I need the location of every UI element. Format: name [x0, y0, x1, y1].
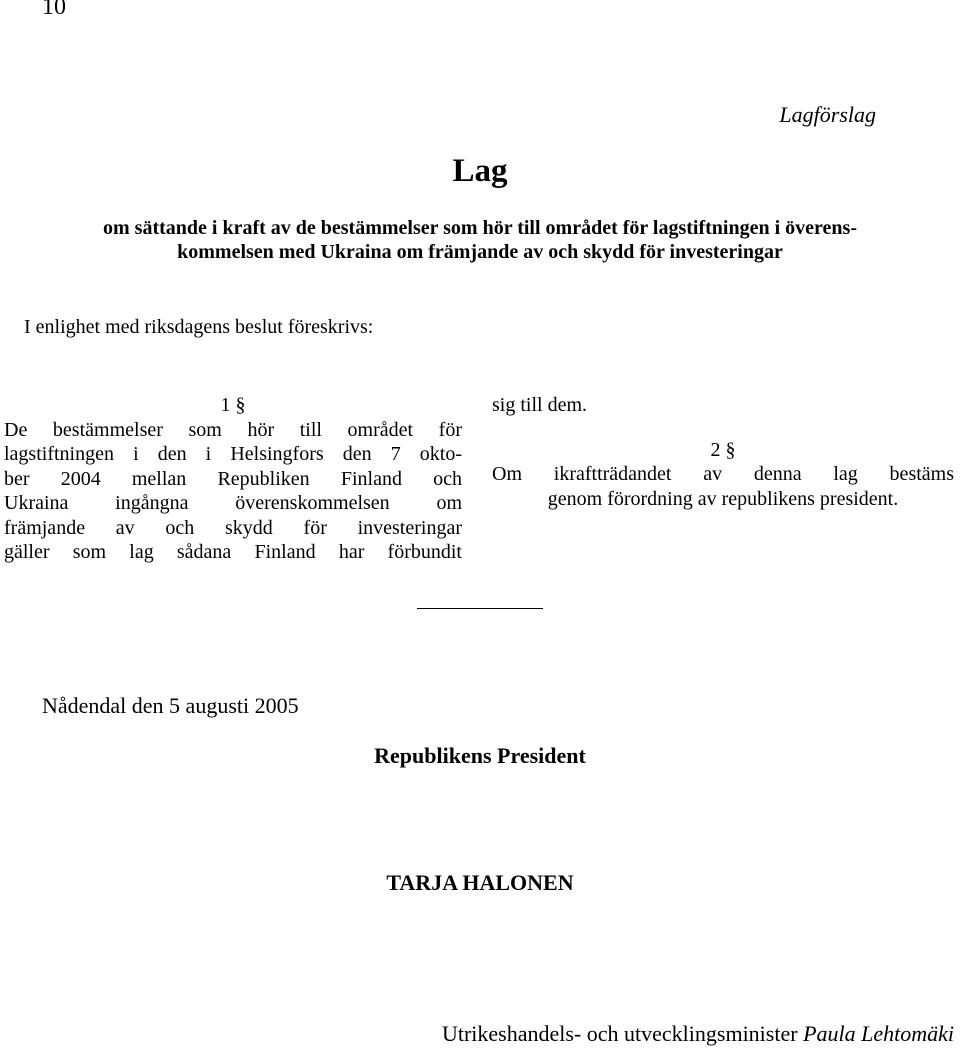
signatory-title: Republikens President — [374, 743, 586, 768]
subtitle-line-1: om sättande i kraft av de bestämmelser som hör till området för lagstiftningen i överens- — [103, 217, 857, 239]
preamble: I enlighet med riksdagens beslut föreskrivs: — [24, 316, 374, 338]
section-1-line: lagstiftningen i den i Helsingfors den 7 okto- — [4, 443, 462, 465]
section-1-continuation: sig till dem. — [492, 394, 587, 416]
section-2-line: Om ikraftträdandet av denna lag bestäms — [492, 463, 954, 485]
minister-role: Utrikeshandels- och utvecklingsminister — [441, 1021, 798, 1046]
page-number: 10 — [42, 0, 66, 20]
minister-line — [442, 1021, 954, 1047]
section-2-heading: 2 § — [710, 438, 736, 461]
section-1-line: Ukraina ingångna överenskommelsen om — [4, 492, 462, 514]
section-1-line: främjande av och skydd för investeringar — [4, 516, 462, 539]
place-date: Nådendal den 5 augusti 2005 — [42, 693, 299, 718]
signature-divider — [417, 608, 543, 609]
left-column — [4, 393, 462, 565]
section-2-line: genom förordning av republikens president. — [547, 487, 899, 510]
subtitle-line-2: kommelsen med Ukraina om främjande av och skydd för investeringar — [177, 241, 783, 263]
document-title: Lag — [452, 153, 508, 189]
section-1-line: ber 2004 mellan Republiken Finland och — [4, 467, 462, 490]
section-label: Lagförslag — [779, 102, 876, 127]
section-1-line: gäller som lag sådana Finland har förbundit — [4, 541, 462, 563]
signatory-name: TARJA HALONEN — [386, 870, 574, 895]
minister-name: Paula Lehtomäki — [803, 1021, 954, 1046]
section-1-heading: 1 § — [220, 394, 246, 416]
right-column — [492, 393, 954, 511]
section-1-line: De bestämmelser som hör till området för — [4, 418, 462, 441]
